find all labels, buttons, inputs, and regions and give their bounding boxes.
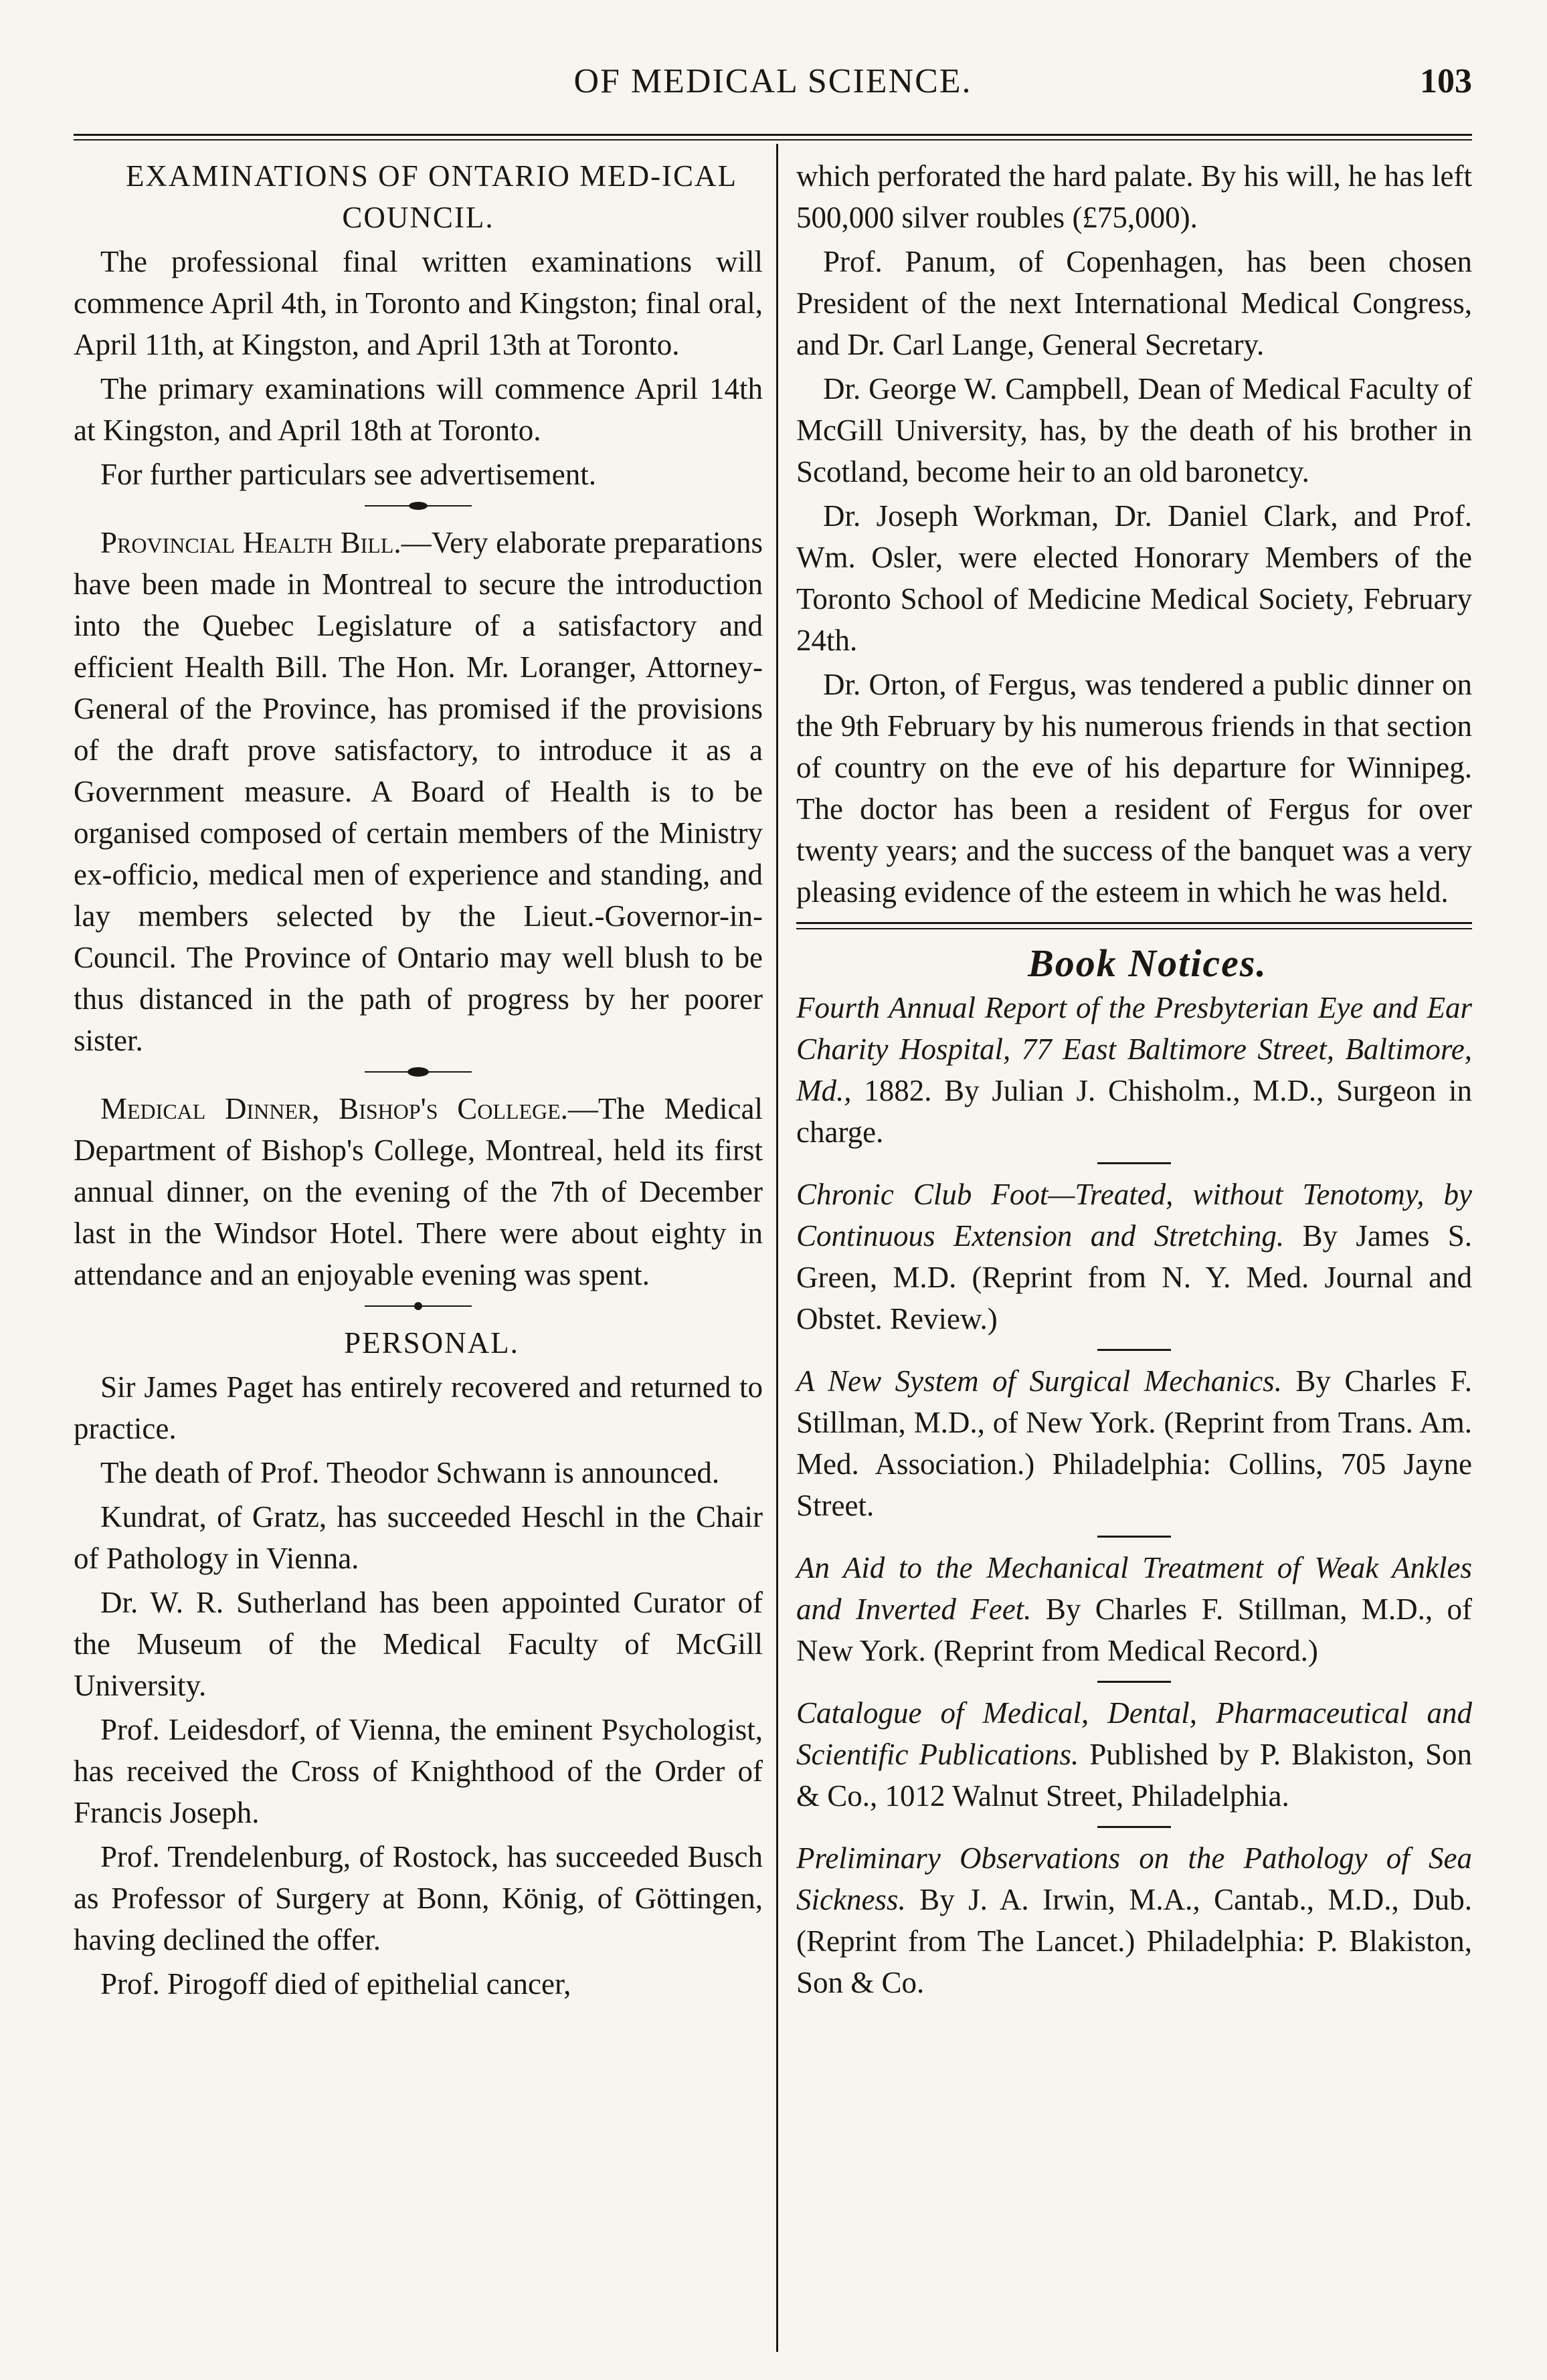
left-column: [74, 155, 763, 2007]
column-divider: [776, 144, 778, 2352]
header-rule: [74, 134, 1472, 136]
running-title: OF MEDICAL SCIENCE.: [573, 62, 972, 100]
personal-item: Prof. Panum, of Copenhagen, has been chosen President of the next International Medical Congress, and Dr. Carl Lange, General Secretary.: [796, 245, 1472, 361]
personal-item: Sir James Paget has entirely recovered and returned to practice.: [74, 1370, 763, 1445]
ornament-divider: [74, 1299, 763, 1317]
notice-divider: [1097, 1536, 1171, 1538]
book-notice-details: 1882. By Julian J. Chisholm., M.D., Surgeon in charge.: [796, 1074, 1472, 1149]
book-notice-details: By James S. Green, M.D. (Reprint from N. Y. Med. Journal and Obstet. Review.): [796, 1219, 1473, 1336]
ornament-divider: [74, 499, 763, 517]
book-notice-title: Fourth Annual Report of the Presbyterian Eye and Ear Charity Hospital, 77 East Baltimore Street, Baltimore, Md.,: [796, 991, 1472, 1107]
news-item-head: Provincial Health Bill.: [100, 526, 401, 559]
notice-divider: [1097, 1349, 1171, 1351]
book-notice-details: Published by P. Blakiston, Son & Co., 1012 Walnut Street, Philadelphia.: [796, 1738, 1473, 1813]
section-title-book-notices: Book Notices.: [1028, 941, 1267, 985]
book-notice: [796, 1547, 1472, 1671]
book-notice-title: Catalogue of Medical, Dental, Pharmaceutical and Scientific Publications.: [796, 1696, 1472, 1771]
book-notice-title: A New System of Surgical Mechanics.: [796, 1364, 1282, 1398]
personal-item: Prof. Trendelenburg, of Rostock, has succeeded Busch as Professor of Surgery at Bonn, König, of Göttingen, having declined the offer.: [74, 1840, 763, 1956]
news-item-head: Medical Dinner, Bishop's College.: [100, 1092, 568, 1125]
page-number: 103: [1420, 62, 1472, 100]
personal-item: Prof. Pirogoff died of epithelial cancer,: [100, 1967, 571, 2001]
news-item-body: —Very elaborate preparations have been made in Montreal to secure the introduction into the Quebec Legislature of a satisfactory and efficient Health Bill. The Hon. Mr. Loranger, Attorney-General of the Province, has promised if the provisions of the draft prove satisfactory, to introduce it as a Government measure. A Board of Health is to be organised composed of certain members of the Ministry ex-officio, medical men of experience and standing, and lay members selected by the Lieut.-Governor-in-Council. The Province of Ontario may well blush to be thus distanced in the path of progress by her poorer sister.: [74, 526, 763, 1057]
news-item-body: —The Medical Department of Bishop's College, Montreal, held its first annual dinner, on the evening of the 7th of December last in the Windsor Hotel. There were about eighty in attendance and an enjoyable evening was spent.: [74, 1092, 763, 1291]
paragraph: The professional final written examinations will commence April 4th, in Toronto and Kingston; final oral, April 11th, at Kingston, and April 13th at Toronto.: [74, 245, 763, 361]
book-notice: [796, 1360, 1472, 1526]
section-title-personal: PERSONAL.: [344, 1326, 519, 1360]
right-column: [796, 155, 1472, 2006]
book-notice: [796, 1174, 1472, 1340]
personal-item: Dr. Orton, of Fergus, was tendered a public dinner on the 9th February by his numerous friends in that section of country on the eve of his departure for Winnipeg. The doctor has been a resident of Fergus for over twenty years; and the success of the banquet was a very pleasing evidence of the esteem in which he was held.: [796, 668, 1472, 909]
book-notice-details: By Charles F. Stillman, M.D., of New York. (Reprint from Trans. Am. Med. Association.) Philadelphia: Collins, 705 Jayne Street.: [796, 1364, 1472, 1522]
book-notice-title: Chronic Club Foot—Treated, without Tenotomy, by Continuous Extension and Stretching.: [796, 1178, 1472, 1253]
section-rule: [796, 922, 1472, 929]
notice-divider: [1097, 1162, 1171, 1164]
paragraph: For further particulars see advertisement.: [100, 458, 596, 491]
running-header: [74, 62, 1472, 115]
notice-divider: [1097, 1826, 1171, 1828]
personal-item: Dr. W. R. Sutherland has been appointed Curator of the Museum of the Medical Faculty of McGill University.: [74, 1586, 763, 1702]
news-item-health-bill: [74, 522, 763, 1061]
personal-item: Prof. Leidesdorf, of Vienna, the eminent Psychologist, has received the Cross of Knighthood of the Order of Francis Joseph.: [74, 1713, 763, 1829]
book-notice: [796, 987, 1472, 1153]
personal-item: which perforated the hard palate. By his will, he has left 500,000 silver roubles (£75,000).: [796, 159, 1472, 234]
book-notice-title: An Aid to the Mechanical Treatment of Weak Ankles and Inverted Feet.: [796, 1551, 1472, 1626]
ornament-divider: [74, 1065, 763, 1083]
book-notice-details: By Charles F. Stillman, M.D., of New York. (Reprint from Medical Record.): [796, 1592, 1473, 1667]
personal-item: Dr. Joseph Workman, Dr. Daniel Clark, and Prof. Wm. Osler, were elected Honorary Members of the Toronto School of Medicine Medical Society, February 24th.: [796, 499, 1472, 657]
paragraph: The primary examinations will commence April 14th at Kingston, and April 18th at Toronto.: [74, 372, 763, 447]
header-rule-thin: [74, 139, 1472, 141]
book-notice-details: By J. A. Irwin, M.A., Cantab., M.D., Dub. (Reprint from The Lancet.) Philadelphia: P. Blakiston, Son & Co.: [796, 1883, 1472, 1999]
notice-divider: [1097, 1681, 1171, 1683]
book-notice: [796, 1837, 1472, 2003]
book-notice-title: Preliminary Observations on the Pathology of Sea Sickness.: [796, 1841, 1472, 1916]
personal-item: Dr. George W. Campbell, Dean of Medical Faculty of McGill University, has, by the death of his brother in Scotland, become heir to an old baronetcy.: [796, 372, 1472, 488]
personal-item: The death of Prof. Theodor Schwann is announced.: [100, 1456, 720, 1489]
news-item-medical-dinner: [74, 1088, 763, 1295]
section-title-examinations: EXAMINATIONS OF ONTARIO MED-ICAL COUNCIL.: [125, 159, 738, 234]
personal-item: Kundrat, of Gratz, has succeeded Heschl in the Chair of Pathology in Vienna.: [74, 1500, 763, 1575]
book-notice: [796, 1692, 1472, 1817]
